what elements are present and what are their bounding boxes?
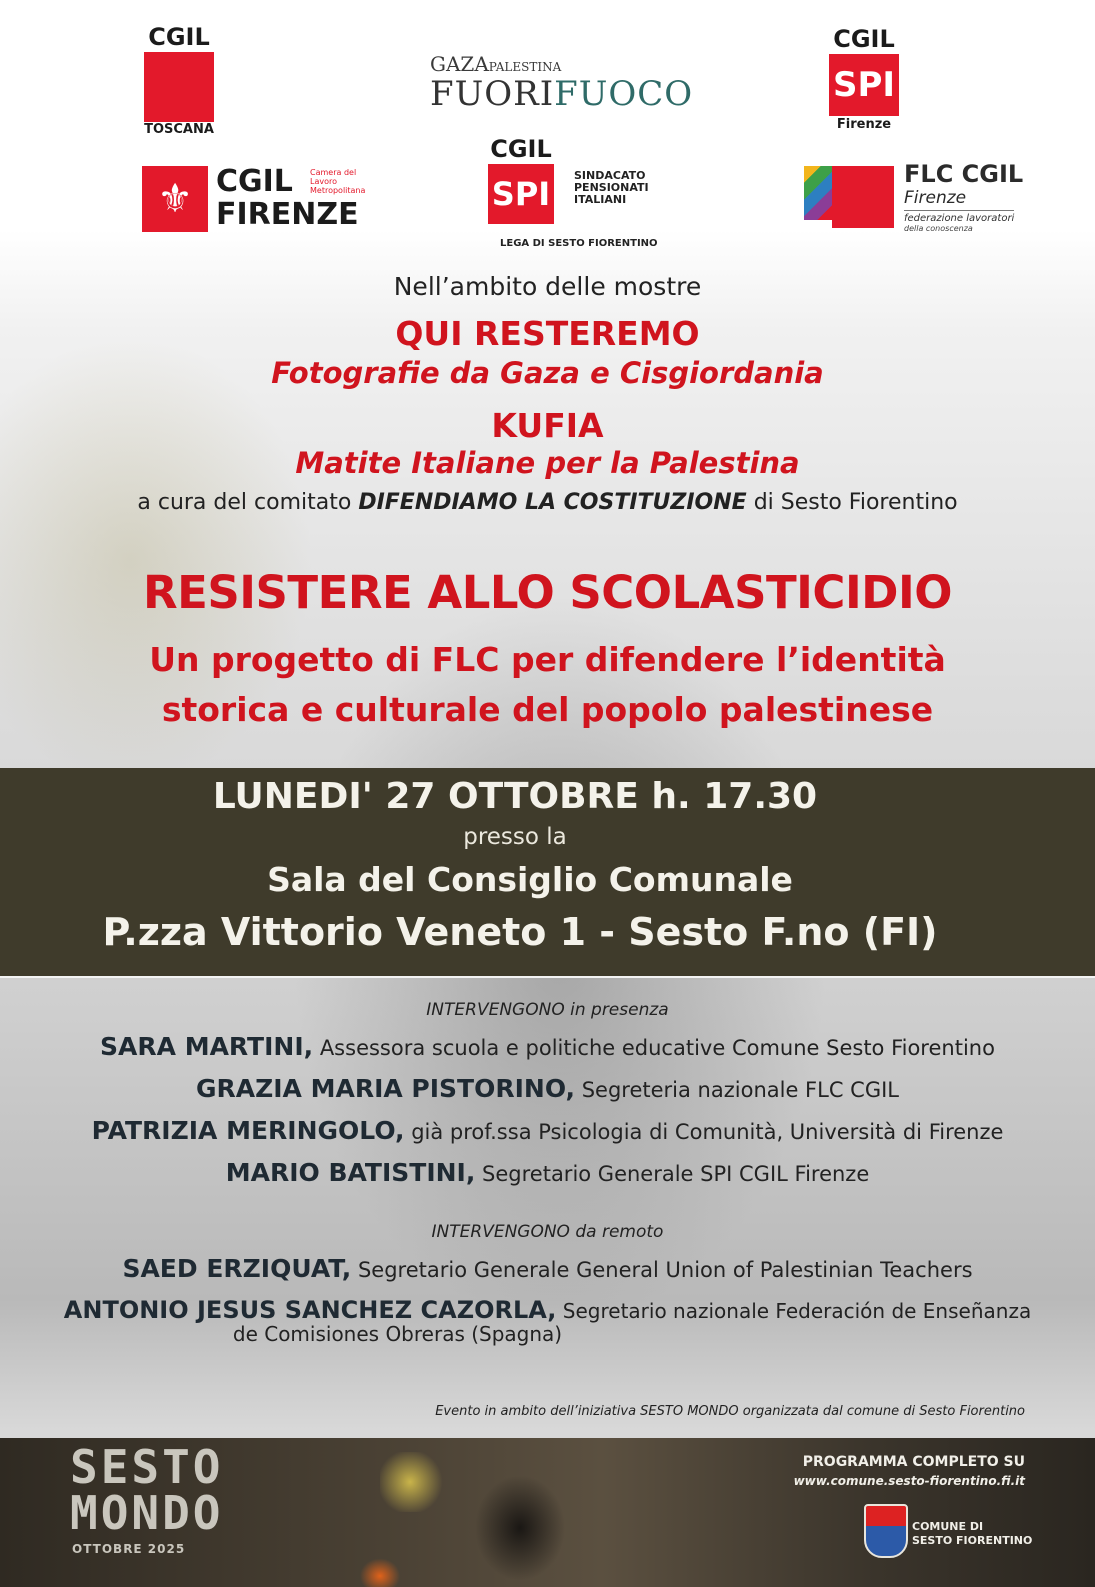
logo-palestina-word: PALESTINA: [488, 60, 562, 74]
logo-spi-sesto-box: SPI: [488, 164, 554, 224]
flc-color-stripes: [804, 166, 834, 220]
logo-cgil-firenze-sub: Camera del Lavoro Metropolitana: [310, 168, 366, 195]
logo-fuori: FUORI: [430, 74, 555, 114]
logo-gaza-fuorifuoco: [430, 52, 720, 112]
speaker-name: ANTONIO JESUS SANCHEZ CAZORLA,: [63, 1296, 557, 1324]
speaker-role-continuation: [0, 1322, 945, 1346]
event-venue: Sala del Consiglio Comunale: [267, 860, 793, 899]
event-date: LUNEDI' 27 OTTOBRE h. 17.30: [212, 776, 818, 817]
logo-cgil-spi-sesto: [486, 136, 666, 254]
speaker-role: Assessora scuola e politiche educative Comune Sesto Fiorentino: [313, 1036, 995, 1060]
logo-cgil-toscana-top: CGIL: [148, 23, 210, 51]
logo-cgil-toscana: [142, 24, 216, 140]
flc-title: FLC CGIL: [904, 160, 1024, 188]
logo-spi-sesto-bottom: LEGA DI SESTO FIORENTINO: [500, 238, 658, 249]
speaker-row: [0, 1116, 1095, 1145]
speaker-role: Segreteria nazionale FLC CGIL: [575, 1078, 899, 1102]
florence-lily-box: ⚜: [142, 166, 208, 232]
logo-spi-sesto-side: SINDACATO PENSIONATI ITALIANI: [574, 169, 649, 206]
speaker-row: [0, 1074, 1095, 1103]
speaker-name: SAED ERZIQUAT,: [122, 1254, 352, 1283]
logo-cgil-firenze-word1: CGIL: [216, 164, 293, 199]
speaker-row: [5, 1296, 1090, 1324]
footer-program: PROGRAMMA COMPLETO SU: [802, 1454, 1025, 1470]
logo-cgil-spi-firenze: [824, 26, 904, 138]
speaker-name: PATRIZIA MERINGOLO,: [91, 1116, 405, 1145]
footer-bar: [0, 1438, 1095, 1587]
flc-sub1: federazione lavoratori: [904, 210, 1014, 224]
headline-sub2: storica e culturale del popolo palestinese: [161, 690, 934, 729]
speaker-name: GRAZIA MARIA PISTORINO,: [196, 1074, 576, 1103]
logo-cgil-toscana-bottom: TOSCANA: [144, 122, 214, 137]
exhibit1-title: QUI RESTEREMO: [395, 314, 700, 353]
speaker-role: Segretario Generale General Union of Palestinian Teachers: [351, 1258, 973, 1282]
headline-title: RESISTERE ALLO SCOLASTICIDIO: [142, 566, 953, 619]
event-band: [0, 768, 1095, 978]
intro-line: Nell’ambito delle mostre: [393, 272, 702, 301]
event-presso: presso la: [463, 824, 567, 850]
footer-comune-1: COMUNE DI: [912, 1520, 984, 1533]
speaker-role: Segretario nazionale Federación de Enseñanza: [556, 1299, 1032, 1323]
logo-cgil-firenze: [142, 166, 382, 234]
footer-photo-figure: [430, 1458, 600, 1587]
in-person-heading: [0, 1000, 1095, 1020]
speaker-row: [0, 1254, 1095, 1283]
in-person-heading-b: in presenza: [564, 1000, 669, 1020]
footer-photo-flowers: [380, 1452, 450, 1512]
speaker-role: già prof.ssa Psicologia di Comunità, Università di Firenze: [404, 1120, 1004, 1144]
logo-gaza-word: GAZA: [430, 52, 489, 76]
speaker-role: Segretario Generale SPI CGIL Firenze: [475, 1162, 870, 1186]
footer-brand-date: OTTOBRE 2025: [72, 1542, 186, 1556]
footer-url[interactable]: www.comune.sesto-fiorentino.fi.it: [793, 1474, 1025, 1488]
footer-comune-2: SESTO FIORENTINO: [912, 1534, 1033, 1547]
flc-sub2: della conoscenza: [904, 224, 973, 233]
event-address: P.zza Vittorio Veneto 1 - Sesto F.no (FI): [102, 910, 938, 954]
logo-fuorifuoco-word: [430, 74, 720, 114]
flc-red-square: [832, 166, 894, 228]
logo-spi-firenze-box: SPI: [829, 54, 899, 116]
flc-city: Firenze: [904, 188, 967, 208]
speaker-row: [0, 1158, 1095, 1187]
speaker-name: MARIO BATISTINI,: [225, 1158, 476, 1187]
logo-gaza-top: [430, 52, 720, 74]
logo-spi-firenze-top: CGIL: [833, 25, 895, 53]
logo-spi-sesto-top: CGIL: [490, 135, 552, 163]
curated-name: DIFENDIAMO LA COSTITUZIONE: [358, 490, 747, 515]
remote-heading-a: INTERVENGONO: [431, 1222, 570, 1242]
in-person-heading-a: INTERVENGONO: [426, 1000, 565, 1020]
curated-pre: a cura del comitato: [137, 490, 359, 515]
headline-sub1: Un progetto di FLC per difendere l’identità: [149, 640, 946, 679]
exhibit1-subtitle: Fotografie da Gaza e Cisgiordania: [271, 356, 824, 390]
exhibit2-title: KUFIA: [491, 406, 604, 445]
event-note: Evento in ambito dell’iniziativa SESTO MONDO organizzata dal comune di Sesto Fiorentino: [435, 1404, 1025, 1419]
speaker-name: SARA MARTINI,: [100, 1032, 314, 1061]
logo-fuoco: FUOCO: [554, 74, 694, 114]
footer-brand-mondo: MONDO: [70, 1486, 224, 1540]
footer-fire: [350, 1542, 410, 1587]
speaker-role-cont: de Comisiones Obreras (Spagna): [232, 1322, 563, 1346]
speaker-row: [0, 1032, 1095, 1061]
logo-cgil-firenze-word2: FIRENZE: [216, 197, 359, 232]
footer-brand-sesto: SESTO: [70, 1440, 224, 1494]
remote-heading: [0, 1222, 1095, 1242]
exhibit2-subtitle: Matite Italiane per la Palestina: [295, 446, 800, 480]
curated-by: [0, 490, 1095, 515]
logo-flc-cgil: [804, 160, 1034, 234]
curated-post: di Sesto Fiorentino: [746, 490, 958, 515]
logo-spi-firenze-bottom: Firenze: [836, 117, 892, 132]
comune-crest-icon: [864, 1504, 908, 1558]
remote-heading-b: da remoto: [569, 1222, 664, 1242]
logo-red-square: [144, 52, 214, 122]
